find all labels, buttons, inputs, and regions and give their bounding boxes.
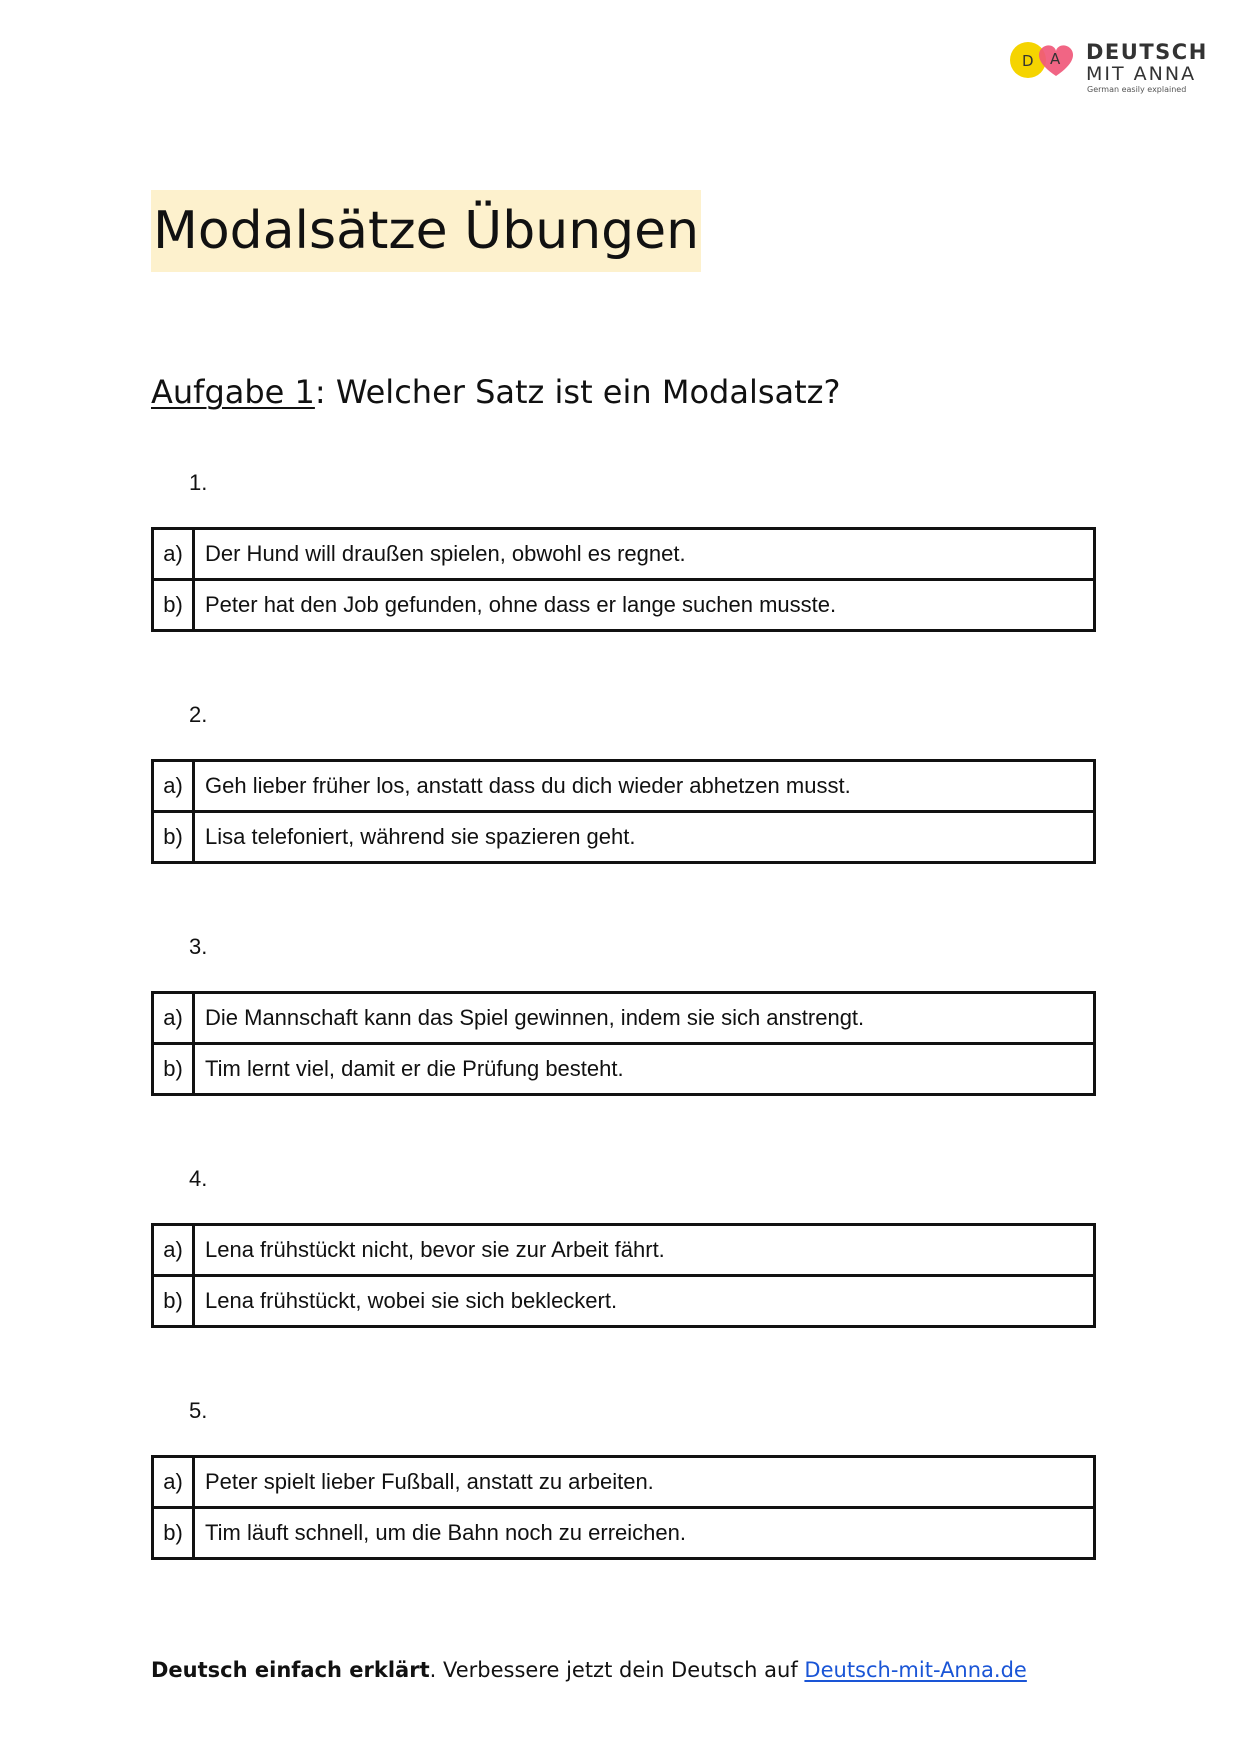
- option-key: a): [153, 1225, 194, 1276]
- logo-letter-d: D: [1022, 52, 1034, 70]
- option-text: Peter hat den Job gefunden, ohne dass er lange suchen musste.: [194, 580, 1095, 631]
- footer-text: . Verbessere jetzt dein Deutsch auf: [429, 1658, 805, 1682]
- option-text: Tim lernt viel, damit er die Prüfung besteht.: [194, 1044, 1095, 1095]
- task-heading: [151, 373, 840, 411]
- option-row: [153, 1225, 1095, 1276]
- option-row: [153, 812, 1095, 863]
- task-text: : Welcher Satz ist ein Modalsatz?: [314, 373, 841, 411]
- footer-bold-text: Deutsch einfach erklärt: [151, 1658, 430, 1682]
- option-key: a): [153, 1457, 194, 1508]
- option-key: b): [153, 580, 194, 631]
- option-text: Tim läuft schnell, um die Bahn noch zu erreichen.: [194, 1508, 1095, 1559]
- question-number: 4.: [189, 1166, 208, 1191]
- option-text: Die Mannschaft kann das Spiel gewinnen, indem sie sich anstrengt.: [194, 993, 1095, 1044]
- option-text: Der Hund will draußen spielen, obwohl es regnet.: [194, 529, 1095, 580]
- question-number: 3.: [189, 934, 208, 959]
- option-key: a): [153, 761, 194, 812]
- options-table: [151, 991, 1096, 1096]
- option-row: [153, 993, 1095, 1044]
- option-text: Geh lieber früher los, anstatt dass du dich wieder abhetzen musst.: [194, 761, 1095, 812]
- option-text: Lena frühstückt, wobei sie sich bekleckert.: [194, 1276, 1095, 1327]
- option-key: b): [153, 812, 194, 863]
- task-label: Aufgabe 1: [151, 373, 315, 411]
- option-key: a): [153, 993, 194, 1044]
- logo-tagline: German easily explained: [1087, 85, 1187, 94]
- option-row: [153, 1044, 1095, 1095]
- question-number: 1.: [189, 470, 208, 495]
- option-key: a): [153, 529, 194, 580]
- option-key: b): [153, 1508, 194, 1559]
- option-row: [153, 761, 1095, 812]
- option-row: [153, 580, 1095, 631]
- question-number: 2.: [189, 702, 208, 727]
- question-number: 5.: [189, 1398, 208, 1423]
- footer-link[interactable]: Deutsch-mit-Anna.de: [804, 1658, 1027, 1682]
- options-table: [151, 527, 1096, 632]
- options-table: [151, 1455, 1096, 1560]
- option-key: b): [153, 1044, 194, 1095]
- option-text: Lena frühstückt nicht, bevor sie zur Arbeit fährt.: [194, 1225, 1095, 1276]
- logo-circles-icon: [1008, 40, 1078, 80]
- page-title: Modalsätze Übungen: [151, 190, 701, 272]
- footer: [151, 1658, 1027, 1682]
- options-table: [151, 1223, 1096, 1328]
- logo-letter-a: A: [1050, 50, 1061, 68]
- logo-brand-line2: MIT ANNA: [1086, 63, 1197, 85]
- option-row: [153, 1508, 1095, 1559]
- option-row: [153, 1457, 1095, 1508]
- option-text: Lisa telefoniert, während sie spazieren geht.: [194, 812, 1095, 863]
- option-row: [153, 1276, 1095, 1327]
- options-table: [151, 759, 1096, 864]
- option-row: [153, 529, 1095, 580]
- logo-brand-line1: DEUTSCH: [1086, 40, 1208, 64]
- option-text: Peter spielt lieber Fußball, anstatt zu arbeiten.: [194, 1457, 1095, 1508]
- option-key: b): [153, 1276, 194, 1327]
- brand-logo: [1008, 38, 1208, 98]
